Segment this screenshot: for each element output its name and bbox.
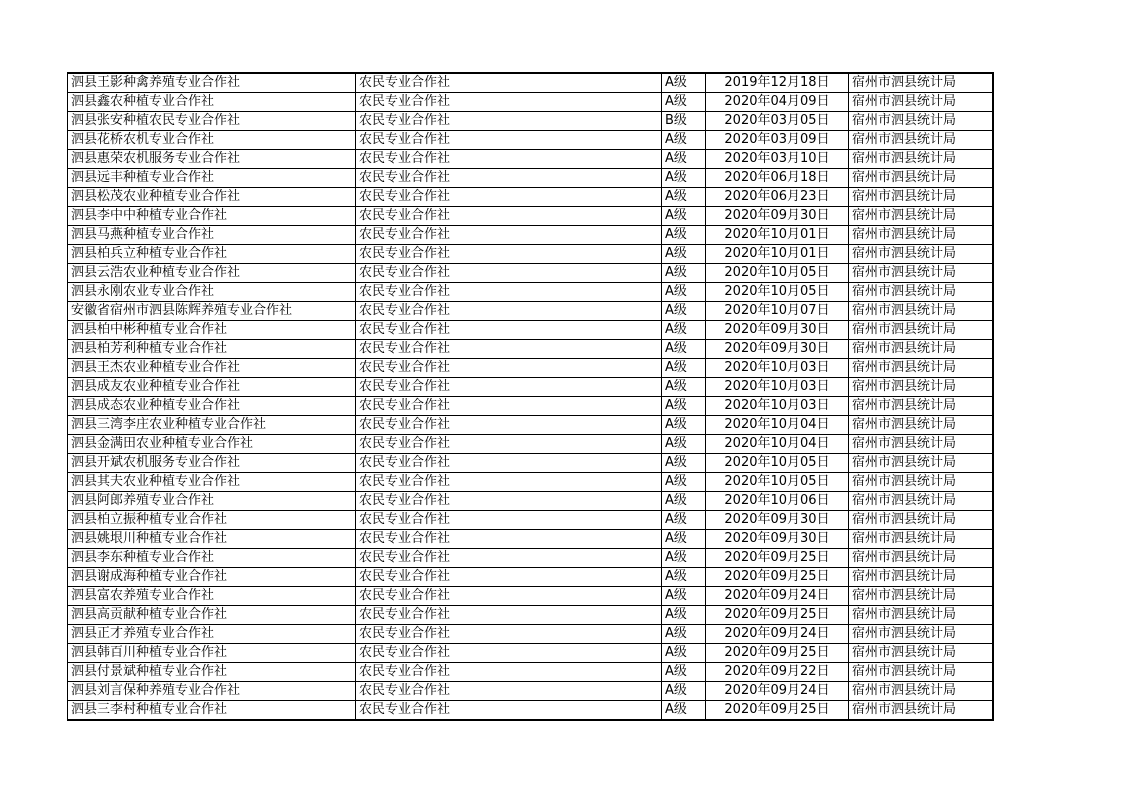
grade-cell: A级 xyxy=(662,644,706,663)
date-cell: 2020年10月01日 xyxy=(706,226,849,245)
authority-cell: 宿州市泗县统计局 xyxy=(849,644,993,663)
cooperative-name-cell: 泗县刘言保种养殖专业合作社 xyxy=(68,682,356,701)
date-cell: 2020年10月03日 xyxy=(706,359,849,378)
cooperative-name-cell: 泗县花桥农机专业合作社 xyxy=(68,131,356,150)
cooperative-name-cell: 泗县柏兵立种植专业合作社 xyxy=(68,245,356,264)
date-cell: 2020年09月24日 xyxy=(706,682,849,701)
cooperative-name-cell: 泗县成友农业种植专业合作社 xyxy=(68,378,356,397)
authority-cell: 宿州市泗县统计局 xyxy=(849,302,993,321)
data-table xyxy=(67,72,994,721)
cooperative-name-cell: 泗县谢成海种植专业合作社 xyxy=(68,568,356,587)
organization-type-cell: 农民专业合作社 xyxy=(356,397,662,416)
date-cell: 2020年09月25日 xyxy=(706,644,849,663)
table-row xyxy=(68,131,993,150)
authority-cell: 宿州市泗县统计局 xyxy=(849,264,993,283)
table-row xyxy=(68,435,993,454)
grade-cell: A级 xyxy=(662,150,706,169)
authority-cell: 宿州市泗县统计局 xyxy=(849,359,993,378)
table-row xyxy=(68,378,993,397)
grade-cell: A级 xyxy=(662,454,706,473)
grade-cell: A级 xyxy=(662,530,706,549)
organization-type-cell: 农民专业合作社 xyxy=(356,473,662,492)
table-row xyxy=(68,188,993,207)
grade-cell: A级 xyxy=(662,226,706,245)
table-row xyxy=(68,169,993,188)
organization-type-cell: 农民专业合作社 xyxy=(356,283,662,302)
authority-cell: 宿州市泗县统计局 xyxy=(849,131,993,150)
date-cell: 2020年10月07日 xyxy=(706,302,849,321)
authority-cell: 宿州市泗县统计局 xyxy=(849,188,993,207)
grade-cell: B级 xyxy=(662,112,706,131)
organization-type-cell: 农民专业合作社 xyxy=(356,511,662,530)
organization-type-cell: 农民专业合作社 xyxy=(356,378,662,397)
authority-cell: 宿州市泗县统计局 xyxy=(849,73,993,93)
organization-type-cell: 农民专业合作社 xyxy=(356,340,662,359)
cooperative-name-cell: 泗县远丰种植专业合作社 xyxy=(68,169,356,188)
authority-cell: 宿州市泗县统计局 xyxy=(849,340,993,359)
organization-type-cell: 农民专业合作社 xyxy=(356,587,662,606)
authority-cell: 宿州市泗县统计局 xyxy=(849,397,993,416)
table-row xyxy=(68,359,993,378)
grade-cell: A级 xyxy=(662,359,706,378)
organization-type-cell: 农民专业合作社 xyxy=(356,93,662,112)
organization-type-cell: 农民专业合作社 xyxy=(356,264,662,283)
date-cell: 2020年09月25日 xyxy=(706,549,849,568)
grade-cell: A级 xyxy=(662,568,706,587)
cooperative-name-cell: 泗县惠荣农机服务专业合作社 xyxy=(68,150,356,169)
table-row xyxy=(68,511,993,530)
cooperative-name-cell: 泗县柏中彬种植专业合作社 xyxy=(68,321,356,340)
organization-type-cell: 农民专业合作社 xyxy=(356,454,662,473)
cooperative-name-cell: 泗县阿郎养殖专业合作社 xyxy=(68,492,356,511)
table-row xyxy=(68,226,993,245)
table-row xyxy=(68,150,993,169)
grade-cell: A级 xyxy=(662,416,706,435)
cooperative-name-cell: 泗县王杰农业种植专业合作社 xyxy=(68,359,356,378)
cooperative-name-cell: 泗县王影种禽养殖专业合作社 xyxy=(68,73,356,93)
table-row xyxy=(68,530,993,549)
date-cell: 2020年10月06日 xyxy=(706,492,849,511)
cooperative-name-cell: 泗县三李村种植专业合作社 xyxy=(68,701,356,721)
date-cell: 2020年10月04日 xyxy=(706,435,849,454)
authority-cell: 宿州市泗县统计局 xyxy=(849,606,993,625)
table-row xyxy=(68,283,993,302)
organization-type-cell: 农民专业合作社 xyxy=(356,568,662,587)
cooperative-name-cell: 泗县韩百川种植专业合作社 xyxy=(68,644,356,663)
organization-type-cell: 农民专业合作社 xyxy=(356,492,662,511)
table-row xyxy=(68,112,993,131)
authority-cell: 宿州市泗县统计局 xyxy=(849,435,993,454)
date-cell: 2020年06月23日 xyxy=(706,188,849,207)
organization-type-cell: 农民专业合作社 xyxy=(356,644,662,663)
table-row xyxy=(68,340,993,359)
cooperative-name-cell: 泗县柏立振种植专业合作社 xyxy=(68,511,356,530)
organization-type-cell: 农民专业合作社 xyxy=(356,530,662,549)
date-cell: 2020年09月30日 xyxy=(706,530,849,549)
organization-type-cell: 农民专业合作社 xyxy=(356,359,662,378)
authority-cell: 宿州市泗县统计局 xyxy=(849,283,993,302)
date-cell: 2020年10月05日 xyxy=(706,264,849,283)
table-row xyxy=(68,207,993,226)
grade-cell: A级 xyxy=(662,73,706,93)
table-row xyxy=(68,321,993,340)
cooperative-name-cell: 泗县高贡献种植专业合作社 xyxy=(68,606,356,625)
table-row xyxy=(68,397,993,416)
grade-cell: A级 xyxy=(662,511,706,530)
grade-cell: A级 xyxy=(662,492,706,511)
date-cell: 2020年10月04日 xyxy=(706,416,849,435)
date-cell: 2020年09月30日 xyxy=(706,340,849,359)
cooperative-name-cell: 安徽省宿州市泗县陈辉养殖专业合作社 xyxy=(68,302,356,321)
date-cell: 2020年09月30日 xyxy=(706,207,849,226)
authority-cell: 宿州市泗县统计局 xyxy=(849,587,993,606)
authority-cell: 宿州市泗县统计局 xyxy=(849,454,993,473)
authority-cell: 宿州市泗县统计局 xyxy=(849,473,993,492)
grade-cell: A级 xyxy=(662,283,706,302)
authority-cell: 宿州市泗县统计局 xyxy=(849,169,993,188)
date-cell: 2020年09月25日 xyxy=(706,606,849,625)
date-cell: 2020年10月05日 xyxy=(706,454,849,473)
grade-cell: A级 xyxy=(662,188,706,207)
grade-cell: A级 xyxy=(662,378,706,397)
date-cell: 2020年10月03日 xyxy=(706,397,849,416)
authority-cell: 宿州市泗县统计局 xyxy=(849,150,993,169)
grade-cell: A级 xyxy=(662,625,706,644)
cooperative-name-cell: 泗县李中中种植专业合作社 xyxy=(68,207,356,226)
table-row xyxy=(68,73,993,93)
grade-cell: A级 xyxy=(662,169,706,188)
authority-cell: 宿州市泗县统计局 xyxy=(849,568,993,587)
date-cell: 2020年09月24日 xyxy=(706,625,849,644)
authority-cell: 宿州市泗县统计局 xyxy=(849,112,993,131)
table-row xyxy=(68,454,993,473)
date-cell: 2020年06月18日 xyxy=(706,169,849,188)
grade-cell: A级 xyxy=(662,321,706,340)
cooperative-name-cell: 泗县张安种植农民专业合作社 xyxy=(68,112,356,131)
organization-type-cell: 农民专业合作社 xyxy=(356,701,662,721)
grade-cell: A级 xyxy=(662,340,706,359)
date-cell: 2020年10月05日 xyxy=(706,473,849,492)
grade-cell: A级 xyxy=(662,473,706,492)
authority-cell: 宿州市泗县统计局 xyxy=(849,207,993,226)
cooperative-name-cell: 泗县金满田农业种植专业合作社 xyxy=(68,435,356,454)
authority-cell: 宿州市泗县统计局 xyxy=(849,625,993,644)
cooperative-name-cell: 泗县正才养殖专业合作社 xyxy=(68,625,356,644)
organization-type-cell: 农民专业合作社 xyxy=(356,188,662,207)
organization-type-cell: 农民专业合作社 xyxy=(356,663,662,682)
cooperative-name-cell: 泗县李东种植专业合作社 xyxy=(68,549,356,568)
cooperative-name-cell: 泗县松茂农业种植专业合作社 xyxy=(68,188,356,207)
table-row xyxy=(68,416,993,435)
authority-cell: 宿州市泗县统计局 xyxy=(849,416,993,435)
organization-type-cell: 农民专业合作社 xyxy=(356,169,662,188)
organization-type-cell: 农民专业合作社 xyxy=(356,131,662,150)
cooperative-name-cell: 泗县柏芳利种植专业合作社 xyxy=(68,340,356,359)
grade-cell: A级 xyxy=(662,663,706,682)
table-row xyxy=(68,93,993,112)
cooperative-name-cell: 泗县成态农业种植专业合作社 xyxy=(68,397,356,416)
table-row xyxy=(68,644,993,663)
table-row xyxy=(68,568,993,587)
cooperative-name-cell: 泗县付景斌种植专业合作社 xyxy=(68,663,356,682)
grade-cell: A级 xyxy=(662,682,706,701)
date-cell: 2020年03月09日 xyxy=(706,131,849,150)
organization-type-cell: 农民专业合作社 xyxy=(356,112,662,131)
table-row xyxy=(68,492,993,511)
table-row xyxy=(68,473,993,492)
cooperative-name-cell: 泗县马燕种植专业合作社 xyxy=(68,226,356,245)
authority-cell: 宿州市泗县统计局 xyxy=(849,492,993,511)
table-row xyxy=(68,302,993,321)
date-cell: 2020年10月03日 xyxy=(706,378,849,397)
table-row xyxy=(68,682,993,701)
organization-type-cell: 农民专业合作社 xyxy=(356,73,662,93)
grade-cell: A级 xyxy=(662,302,706,321)
authority-cell: 宿州市泗县统计局 xyxy=(849,530,993,549)
table-row xyxy=(68,264,993,283)
authority-cell: 宿州市泗县统计局 xyxy=(849,701,993,721)
grade-cell: A级 xyxy=(662,131,706,150)
organization-type-cell: 农民专业合作社 xyxy=(356,150,662,169)
grade-cell: A级 xyxy=(662,549,706,568)
table-body xyxy=(68,73,993,720)
date-cell: 2020年09月25日 xyxy=(706,701,849,721)
organization-type-cell: 农民专业合作社 xyxy=(356,435,662,454)
grade-cell: A级 xyxy=(662,606,706,625)
date-cell: 2020年04月09日 xyxy=(706,93,849,112)
date-cell: 2020年10月05日 xyxy=(706,283,849,302)
table-row xyxy=(68,606,993,625)
date-cell: 2020年03月10日 xyxy=(706,150,849,169)
authority-cell: 宿州市泗县统计局 xyxy=(849,321,993,340)
date-cell: 2020年09月22日 xyxy=(706,663,849,682)
authority-cell: 宿州市泗县统计局 xyxy=(849,663,993,682)
authority-cell: 宿州市泗县统计局 xyxy=(849,682,993,701)
cooperative-name-cell: 泗县姚垠川种植专业合作社 xyxy=(68,530,356,549)
date-cell: 2020年09月30日 xyxy=(706,511,849,530)
organization-type-cell: 农民专业合作社 xyxy=(356,606,662,625)
cooperative-name-cell: 泗县开斌农机服务专业合作社 xyxy=(68,454,356,473)
grade-cell: A级 xyxy=(662,93,706,112)
table-row xyxy=(68,663,993,682)
date-cell: 2019年12月18日 xyxy=(706,73,849,93)
organization-type-cell: 农民专业合作社 xyxy=(356,416,662,435)
cooperative-name-cell: 泗县其夫农业种植专业合作社 xyxy=(68,473,356,492)
grade-cell: A级 xyxy=(662,701,706,721)
organization-type-cell: 农民专业合作社 xyxy=(356,302,662,321)
table-row xyxy=(68,549,993,568)
authority-cell: 宿州市泗县统计局 xyxy=(849,93,993,112)
authority-cell: 宿州市泗县统计局 xyxy=(849,511,993,530)
date-cell: 2020年10月01日 xyxy=(706,245,849,264)
cooperative-name-cell: 泗县鑫农种植专业合作社 xyxy=(68,93,356,112)
table-row xyxy=(68,587,993,606)
table-row xyxy=(68,625,993,644)
grade-cell: A级 xyxy=(662,245,706,264)
organization-type-cell: 农民专业合作社 xyxy=(356,321,662,340)
authority-cell: 宿州市泗县统计局 xyxy=(849,549,993,568)
date-cell: 2020年03月05日 xyxy=(706,112,849,131)
organization-type-cell: 农民专业合作社 xyxy=(356,682,662,701)
organization-type-cell: 农民专业合作社 xyxy=(356,625,662,644)
table-row xyxy=(68,245,993,264)
organization-type-cell: 农民专业合作社 xyxy=(356,226,662,245)
cooperative-name-cell: 泗县富农养殖专业合作社 xyxy=(68,587,356,606)
grade-cell: A级 xyxy=(662,207,706,226)
grade-cell: A级 xyxy=(662,435,706,454)
grade-cell: A级 xyxy=(662,587,706,606)
date-cell: 2020年09月24日 xyxy=(706,587,849,606)
date-cell: 2020年09月30日 xyxy=(706,321,849,340)
authority-cell: 宿州市泗县统计局 xyxy=(849,245,993,264)
organization-type-cell: 农民专业合作社 xyxy=(356,207,662,226)
organization-type-cell: 农民专业合作社 xyxy=(356,245,662,264)
organization-type-cell: 农民专业合作社 xyxy=(356,549,662,568)
authority-cell: 宿州市泗县统计局 xyxy=(849,378,993,397)
cooperative-name-cell: 泗县三湾李庄农业种植专业合作社 xyxy=(68,416,356,435)
grade-cell: A级 xyxy=(662,264,706,283)
grade-cell: A级 xyxy=(662,397,706,416)
cooperative-name-cell: 泗县永刚农业专业合作社 xyxy=(68,283,356,302)
authority-cell: 宿州市泗县统计局 xyxy=(849,226,993,245)
cooperative-name-cell: 泗县云浩农业种植专业合作社 xyxy=(68,264,356,283)
date-cell: 2020年09月25日 xyxy=(706,568,849,587)
table-row xyxy=(68,701,993,721)
